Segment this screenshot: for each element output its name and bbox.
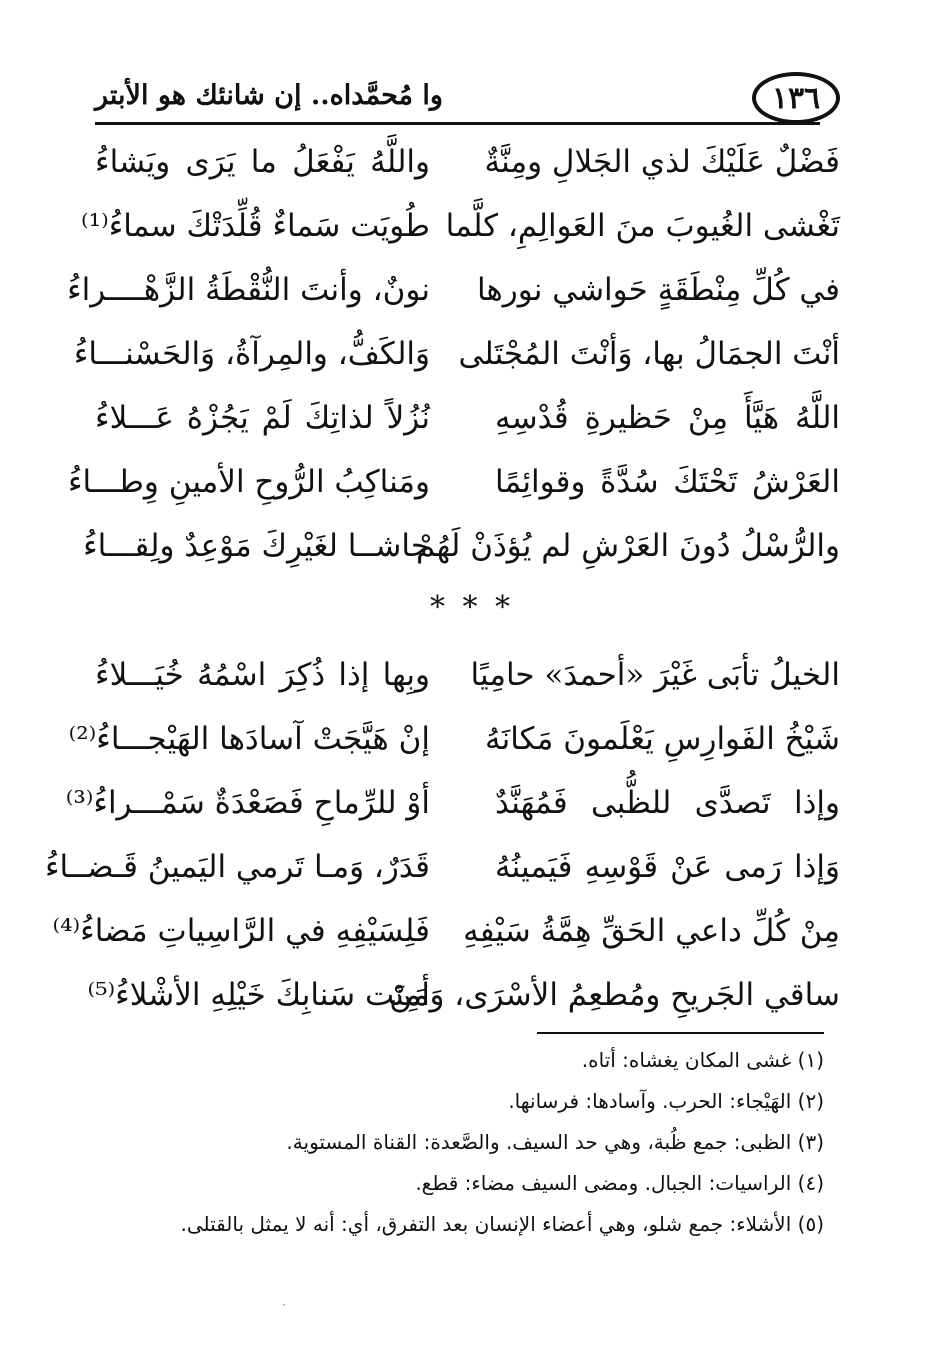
verse-first-hemistich: ساقي الجَريحِ ومُطعِمُ الأسْرَى، وَمَنْ [389, 977, 840, 1013]
verse-second-hemistich: حاشــا لغَيْرِكَ مَوْعِدٌ ولِقـــاءُ [83, 528, 430, 564]
verse-first-hemistich: والرُّسْلُ دُونَ العَرْشِ لم يُؤذَنْ لَهُمْ [415, 528, 840, 564]
verse-first-hemistich: وإذا تَصدَّى للظُّبى فَمُهَنَّدٌ [495, 785, 840, 821]
running-title: وا مُحمَّداه.. إن شانئك هو الأبتر [95, 80, 443, 111]
verse-second-hemistich: طُويَت سَماءٌ قُلِّدَتْكَ سماءُ⁽¹⁾ [81, 208, 430, 244]
footnote: (٥) الأشلاء: جمع شلو، وهي أعضاء الإنسان بعد التفرق، أي: أنه لا يمثل بالقتلى. [180, 1212, 824, 1236]
verse-second-hemistich: واللَّهُ يَفْعَلُ ما يَرَى ويَشاءُ [95, 144, 430, 180]
verse [95, 132, 840, 196]
footnote: (٢) الهَيْجاء: الحرب. وآسادها: فرسانها. [508, 1089, 824, 1113]
verse-second-hemistich: نُزُلاً لذاتِكَ لَمْ يَجُزْهُ عَـــلاءُ [95, 400, 430, 436]
verse-first-hemistich: في كُلِّ مِنْطَقَةٍ حَواشي نورها [476, 272, 840, 308]
page-number-badge [752, 72, 840, 124]
footnote-rule [537, 1032, 824, 1034]
verse-first-hemistich: وَإذا رَمى عَنْ قَوْسِهِ فَيَمينُهُ [495, 849, 840, 885]
verse [73, 324, 840, 388]
verse-second-hemistich: أوْ للرِّماحِ فَصَعْدَةٌ سَمْـــراءُ⁽³⁾ [65, 785, 430, 821]
verse-first-hemistich: اللَّهُ هَيَّأَ مِنْ حَظيرةِ قُدْسِهِ [495, 400, 840, 436]
verse [67, 260, 840, 324]
verse-second-hemistich: قَدَرٌ، وَمـا تَرمي اليَمينُ قَـضــاءُ [44, 849, 430, 885]
verse [67, 452, 840, 516]
verse-second-hemistich: إنْ هَيَّجَتْ آسادَها الهَيْجـــاءُ⁽²⁾ [68, 721, 430, 757]
verse [81, 196, 840, 260]
verse-first-hemistich: تَغْشى الغُيوبَ منَ العَوالِمِ، كلَّما [445, 208, 840, 244]
footnote: (٣) الظبى: جمع ظُبة، وهي حد السيف. والصَّعدة: القناة المستوية. [286, 1130, 824, 1154]
page-header [95, 70, 840, 132]
verse [65, 773, 840, 837]
page-number: ١٣٦ [771, 80, 821, 116]
scan-speck: · [282, 1298, 286, 1312]
verse-first-hemistich: العَرْشُ تَحْتَكَ سُدَّةً وقوائِمًا [495, 464, 840, 500]
verse [95, 388, 840, 452]
verse-first-hemistich: أنْتَ الجمَالُ بها، وَأنْتَ المُجْتَلى [458, 336, 840, 372]
verse-second-hemistich: وبِها إذا ذُكِرَ اسْمُهُ خُيَـــلاءُ [95, 657, 430, 693]
stanza-2 [44, 645, 840, 1029]
verse-second-hemistich: فَلِسَيْفِهِ في الرَّاسِياتِ مَضاءُ⁽⁴⁾ [52, 913, 430, 949]
verse [83, 516, 840, 580]
verse [95, 645, 840, 709]
verse-first-hemistich: فَضْلٌ عَلَيْكَ لذي الجَلالِ ومِنَّةٌ [484, 144, 840, 180]
verse-second-hemistich: وَالكَفُّ، والمِرآةُ، وَالحَسْنـــاءُ [73, 336, 430, 372]
verse-first-hemistich: الخيلُ تأبَى غَيْرَ «أحمدَ» حامِيًا [470, 657, 840, 693]
header-rule [95, 122, 820, 125]
verse [87, 965, 840, 1029]
verse [52, 901, 840, 965]
footnote: (١) غشى المكان يغشاه: أتاه. [581, 1048, 824, 1072]
verse-first-hemistich: شَيْخُ الفَوارِسِ يَعْلَمونَ مَكانَهُ [484, 721, 840, 757]
verse-second-hemistich: أمِنَت سَنابِكَ خَيْلِهِ الأشْلاءُ⁽⁵⁾ [87, 977, 430, 1013]
verse-first-hemistich: مِنْ كُلِّ داعي الحَقِّ هِمَّةُ سَيْفِهِ [463, 913, 840, 949]
verse-second-hemistich: ومَناكِبُ الرُّوحِ الأمينِ وِطـــاءُ [67, 464, 430, 500]
verse [44, 837, 840, 901]
footnote: (٤) الراسيات: الجبال. ومضى السيف مضاء: قطع. [415, 1171, 824, 1195]
verse [68, 709, 840, 773]
footnotes [104, 1040, 824, 1245]
verse-second-hemistich: نونٌ، وأنتَ النُّقْطَةُ الزَّهْــــراءُ [67, 272, 430, 308]
stanza-1 [67, 132, 840, 580]
stanza-separator: * * * [429, 590, 515, 625]
